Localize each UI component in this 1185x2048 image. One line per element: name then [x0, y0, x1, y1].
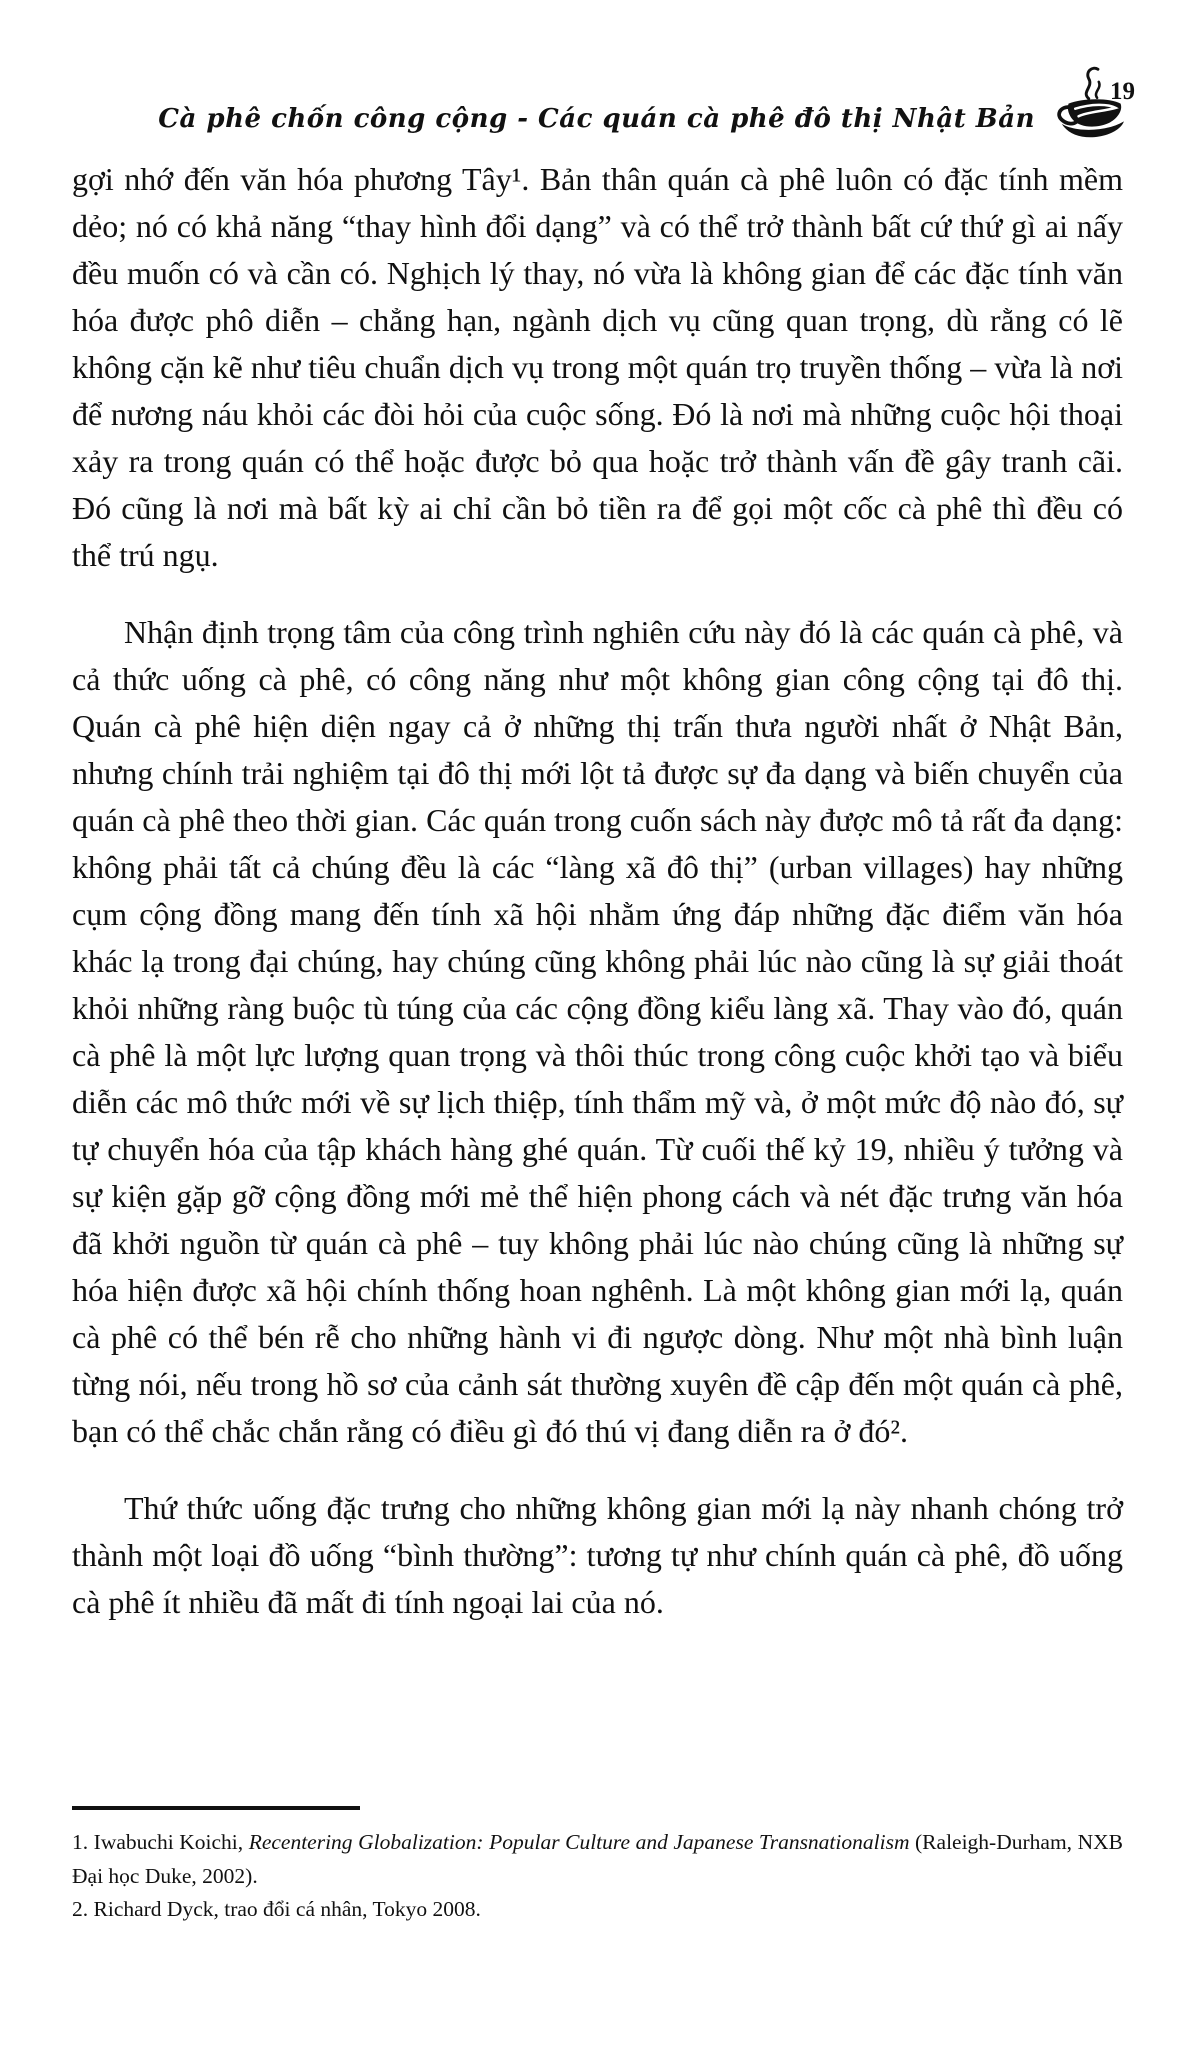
page-number: 19 — [1110, 78, 1135, 105]
footnote-title-segment: Recentering Globalization: Popular Culture and Japanese Transnationalism — [248, 1830, 910, 1854]
header-ornament — [1045, 56, 1135, 148]
body-text — [72, 156, 1123, 1626]
footnote-rule — [72, 1806, 360, 1810]
footnote-text-segment: 1. Iwabuchi Koichi, — [72, 1830, 249, 1854]
page-header — [0, 56, 1135, 148]
paragraph: Nhận định trọng tâm của công trình nghiên cứu này đó là các quán cà phê, và cả thức uống cà phê, có công năng như một không gian công cộng tại đô thị. Quán cà phê hiện diện ngay cả ở những thị trấn thưa người nhất ở Nhật Bản, nhưng chính trải nghiệm tại đô thị mới lột tả được sự đa dạng và biến chuyển của quán cà phê theo thời gian. Các quán trong cuốn sách này được mô tả rất đa dạng: không phải tất cả chúng đều là các “làng xã đô thị” (urban villages) hay những cụm cộng đồng mang đến tính xã hội nhằm ứng đáp những đặc điểm văn hóa khác lạ trong đại chúng, hay chúng cũng không phải lúc nào cũng là sự giải thoát khỏi những ràng buộc tù túng của các cộng đồng kiểu làng xã. Thay vào đó, quán cà phê là một lực lượng quan trọng và thôi thúc trong công cuộc khởi tạo và biểu diễn các mô thức mới về sự lịch thiệp, tính thẩm mỹ và, ở một mức độ nào đó, sự tự chuyển hóa của tập khách hàng ghé quán. Từ cuối thế kỷ 19, nhiều ý tưởng và sự kiện gặp gỡ cộng đồng mới mẻ thể hiện phong cách và nét đặc trưng văn hóa đã khởi nguồn từ quán cà phê – tuy không phải lúc nào chúng cũng là những sự hóa hiện được xã hội chính thống hoan nghênh. Là một không gian mới lạ, quán cà phê có thể bén rễ cho những hành vi đi ngược dòng. Như một nhà bình luận từng nói, nếu trong hồ sơ của cảnh sát thường xuyên đề cập đến một quán cà phê, bạn có thể chắc chắn rằng có điều gì đó thú vị đang diễn ra ở đó². — [72, 614, 1123, 1449]
running-title: Cà phê chốn công cộng - Các quán cà phê đô thị Nhật Bản — [158, 104, 1035, 134]
footnote — [72, 1826, 1123, 1893]
footnote — [72, 1893, 1123, 1927]
footnote-text-segment: (Raleigh-Durham, NXB Đại học Duke, 2002). — [72, 1830, 1123, 1888]
paragraph: gợi nhớ đến văn hóa phương Tây¹. Bản thân quán cà phê luôn có đặc tính mềm dẻo; nó có khả năng “thay hình đổi dạng” và có thể trở thành bất cứ thứ gì ai nấy đều muốn có và cần có. Nghịch lý thay, nó vừa là không gian để các đặc tính văn hóa được phô diễn – chẳng hạn, ngành dịch vụ cũng quan trọng, dù rằng có lẽ không cặn kẽ như tiêu chuẩn dịch vụ trong một quán trọ truyền thống – vừa là nơi để nương náu khỏi các đòi hỏi của cuộc sống. Đó là nơi mà những cuộc hội thoại xảy ra trong quán có thể hoặc được bỏ qua hoặc trở thành vấn đề gây tranh cãi. Đó cũng là nơi mà bất kỳ ai chỉ cần bỏ tiền ra để gọi một cốc cà phê thì đều có thể trú ngụ. — [72, 161, 1123, 573]
paragraph: Thứ thức uống đặc trưng cho những không gian mới lạ này nhanh chóng trở thành một loại đồ uống “bình thường”: tương tự như chính quán cà phê, đồ uống cà phê ít nhiều đã mất đi tính ngoại lai của nó. — [72, 1490, 1123, 1620]
footnotes — [72, 1826, 1123, 1927]
footnote-text-segment: 2. Richard Dyck, trao đổi cá nhân, Tokyo 2008. — [72, 1897, 481, 1921]
